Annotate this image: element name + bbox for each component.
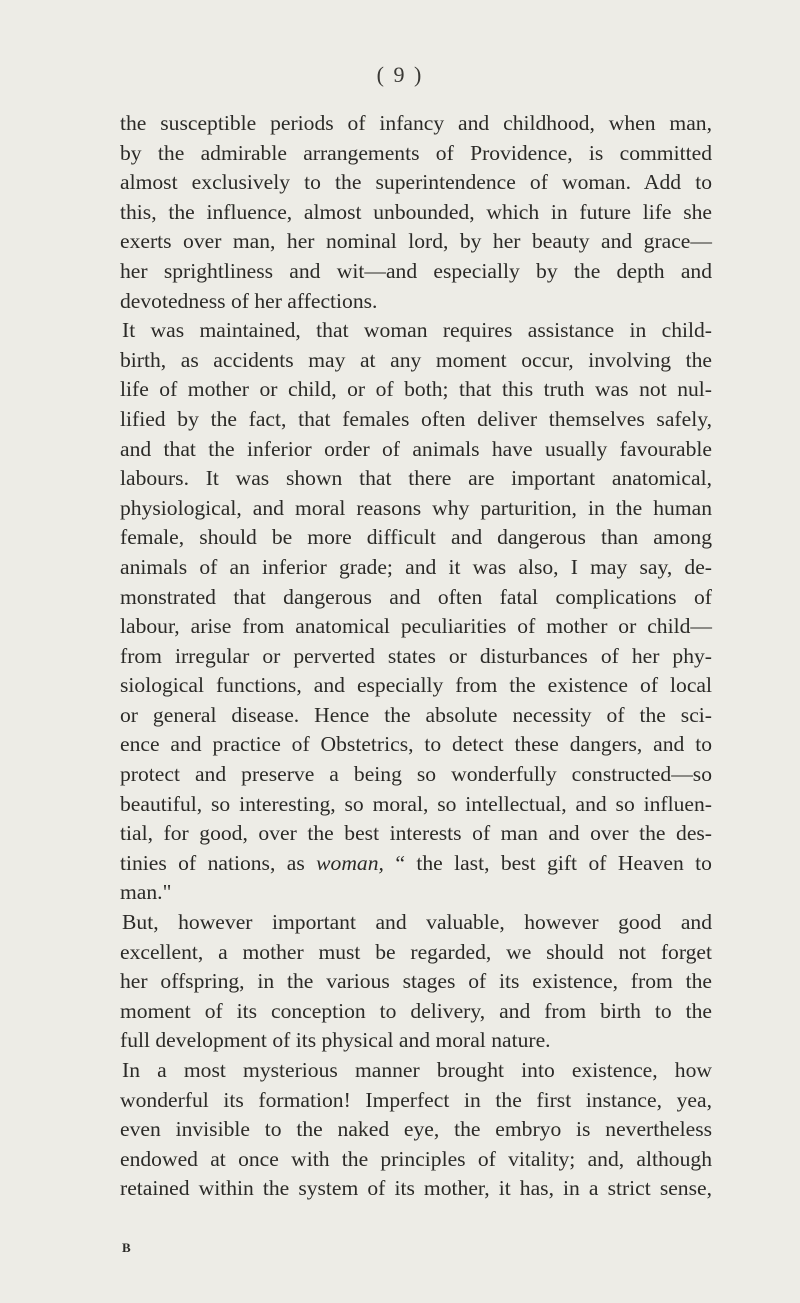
paragraph-start: But, however important and valuable, however good and — [122, 910, 712, 935]
text-line: moment of its conception to delivery, and from birth to the — [120, 998, 712, 1023]
text-line: physiological, and moral reasons why parturition, in the human — [120, 495, 712, 520]
signature-mark: B — [122, 1240, 131, 1255]
text-line-with-emphasis — [120, 849, 712, 879]
text-line: beautiful, so interesting, so moral, so intellectual, and so influen- — [120, 791, 712, 816]
text-line: man." — [120, 880, 172, 905]
paragraph-start: It was maintained, that woman requires assistance in child- — [122, 318, 712, 343]
text-line: tial, for good, over the best interests of man and over the des- — [120, 821, 712, 846]
text-line: or general disease. Hence the absolute necessity of the sci- — [120, 702, 712, 727]
text-line: ence and practice of Obstetrics, to detect these dangers, and to — [120, 732, 712, 757]
text-line: animals of an inferior grade; and it was also, I may say, de- — [120, 554, 712, 579]
text-line: almost exclusively to the superintendence of woman. Add to — [120, 170, 712, 195]
text-line: retained within the system of its mother, it has, in a strict sense, — [120, 1176, 712, 1201]
text-line: lified by the fact, that females often deliver themselves safely, — [120, 406, 712, 431]
text-line: female, should be more difficult and dangerous than among — [120, 525, 712, 550]
text-line: excellent, a mother must be regarded, we should not forget — [120, 939, 712, 964]
text-line: labour, arise from anatomical peculiarities of mother or child— — [120, 614, 712, 639]
text-line: labours. It was shown that there are important anatomical, — [120, 466, 712, 491]
text-line: even invisible to the naked eye, the embryo is nevertheless — [120, 1117, 712, 1142]
page-number: ( 9 ) — [376, 62, 424, 87]
text-line: siological functions, and especially from the existence of local — [120, 673, 712, 698]
text-line: this, the influence, almost unbounded, which in future life she — [120, 199, 712, 224]
text-line: her sprightliness and wit—and especially by the depth and — [120, 258, 712, 283]
text-line: from irregular or perverted states or disturbances of her phy- — [120, 643, 712, 668]
text-line: exerts over man, her nominal lord, by her beauty and grace— — [120, 229, 712, 254]
quotation-text: “ the last, best gift of Heaven to — [383, 850, 712, 875]
text-line: the susceptible periods of infancy and childhood, when man, — [120, 111, 712, 135]
text-line: birth, as accidents may at any moment occur, involving the — [120, 347, 712, 372]
text-line: and that the inferior order of animals have usually favourable — [120, 436, 712, 461]
body-text — [120, 109, 712, 1204]
text-line: protect and preserve a being so wonderfully constructed—so — [120, 762, 712, 787]
text-line: monstrated that dangerous and often fatal complications of — [120, 584, 712, 609]
text-line: endowed at once with the principles of vitality; and, although — [120, 1146, 712, 1171]
emphasized-word: woman, — [316, 850, 384, 875]
text-line: life of mother or child, or of both; that this truth was not nul- — [120, 377, 712, 402]
text-line: her offspring, in the various stages of its existence, from the — [120, 969, 712, 994]
text-line: by the admirable arrangements of Providence, is committed — [120, 140, 712, 165]
text-line: full development of its physical and moral nature. — [120, 1028, 551, 1053]
text-line: devotedness of her affections. — [120, 288, 378, 313]
text-line: wonderful its formation! Imperfect in the first instance, yea, — [120, 1087, 712, 1112]
line-start: tinies of nations, as — [120, 850, 317, 875]
paragraph-start: In a most mysterious manner brought into existence, how — [122, 1058, 712, 1082]
